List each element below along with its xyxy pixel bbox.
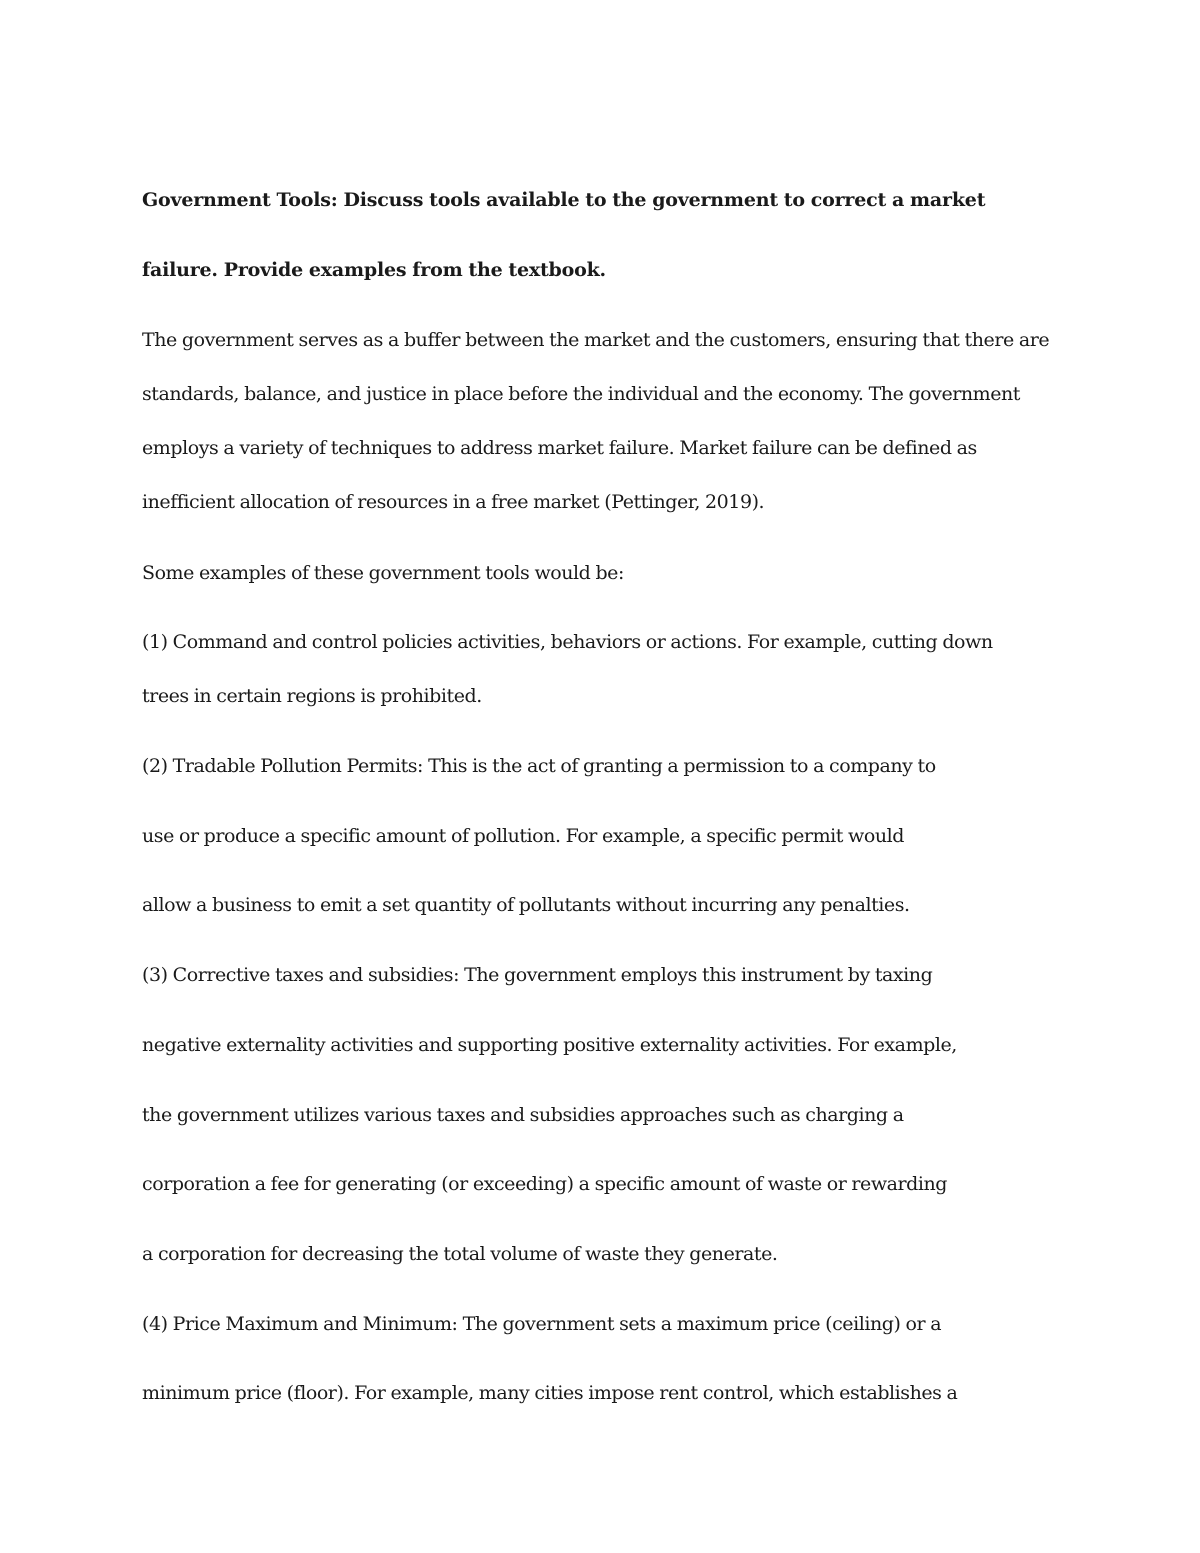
intro-line-3: employs a variety of techniques to address market failure. Market failure can be defined as	[142, 437, 977, 459]
item-3-line-4: corporation a fee for generating (or exceeding) a specific amount of waste or rewarding	[142, 1173, 948, 1195]
item-2-line-2: use or produce a specific amount of pollution. For example, a specific permit would	[142, 825, 904, 847]
item-4-line-1: (4) Price Maximum and Minimum: The government sets a maximum price (ceiling) or a	[142, 1313, 942, 1335]
item-2-line-1: (2) Tradable Pollution Permits: This is the act of granting a permission to a company to	[142, 755, 936, 777]
intro-line-2: standards, balance, and justice in place before the individual and the economy. The government	[142, 383, 1020, 405]
item-1-line-1: (1) Command and control policies activities, behaviors or actions. For example, cutting down	[142, 631, 993, 653]
heading-line-1: Government Tools: Discuss tools available to the government to correct a market	[142, 189, 986, 211]
item-2-line-3: allow a business to emit a set quantity of pollutants without incurring any penalties.	[142, 894, 910, 916]
item-3-line-5: a corporation for decreasing the total volume of waste they generate.	[142, 1243, 778, 1265]
item-4-line-2: minimum price (floor). For example, many cities impose rent control, which establishes a	[142, 1382, 958, 1404]
item-3-line-2: negative externality activities and supporting positive externality activities. For example,	[142, 1034, 957, 1056]
heading-line-2: failure. Provide examples from the textbook.	[142, 259, 606, 281]
intro-line-1: The government serves as a buffer between the market and the customers, ensuring that there are	[142, 329, 1050, 351]
examples-intro-line: Some examples of these government tools would be:	[142, 562, 624, 584]
item-3-line-1: (3) Corrective taxes and subsidies: The government employs this instrument by taxing	[142, 964, 933, 986]
item-1-line-2: trees in certain regions is prohibited.	[142, 685, 482, 707]
intro-line-4: inefficient allocation of resources in a free market (Pettinger, 2019).	[142, 491, 765, 513]
item-3-line-3: the government utilizes various taxes and subsidies approaches such as charging a	[142, 1104, 904, 1126]
